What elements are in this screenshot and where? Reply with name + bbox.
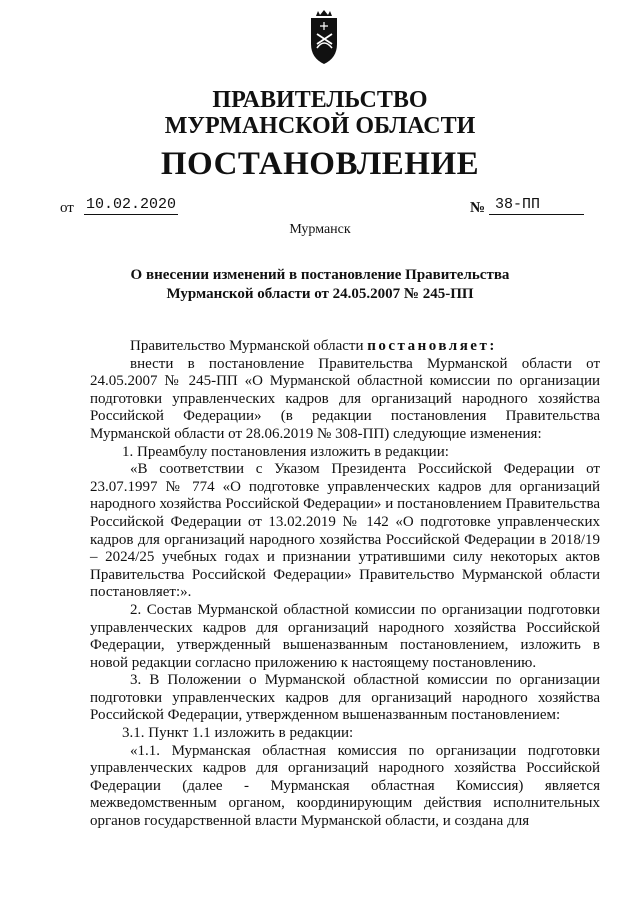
paragraph-main: внести в постановление Правительства Мурманской области от 24.05.2007 № 245-ПП «О Мурманской областной комиссии по организации подготовки управленческих кадров для организаций народного хозяйства Российской Федерации» (в редакции постановления Правительства Мурманской области от 28.06.2019 № 308-ПП) следующие изменения: <box>90 355 600 442</box>
intro-text: Правительство Мурманской области <box>130 338 368 354</box>
paragraph-2: 2. Состав Мурманской областной комиссии по организации подготовки управленческих кадров для организаций народного хозяйства Российской Федерации, утвержденный вышеназванным постановлением, изложить в новой редакции согласно приложению к настоящему постановлению. <box>90 601 600 671</box>
government-name-line2: МУРМАНСКОЙ ОБЛАСТИ <box>164 113 476 139</box>
date-label: от <box>60 200 74 216</box>
intro-paragraph <box>90 338 600 356</box>
document-number: 38-ПП <box>489 196 584 215</box>
paragraph-3-1: 3.1. Пункт 1.1 изложить в редакции: <box>122 725 354 742</box>
city-name: Мурманск <box>289 222 351 237</box>
paragraph-1: 1. Преамбулу постановления изложить в редакции: <box>122 443 449 460</box>
coat-of-arms-emblem <box>302 10 346 66</box>
document-body <box>90 338 600 831</box>
paragraph-3: 3. В Положении о Мурманской областной комиссии по организации подготовки управленческих кадров для организаций народного хозяйства Российской Федерации, утвержденном вышеназванным постановлением: <box>90 672 600 724</box>
paragraph-3-1-quote: «1.1. Мурманская областная комиссия по организации подготовки управленческих кадров для организаций народного хозяйства Российской Федерации (далее - Мурманская областная Комиссия) является межведомственным органом, координирующим действия исполнительных органов государственной власти Мурманской области, и создана для <box>90 742 600 830</box>
paragraph-1-quote: «В соответствии с Указом Президента Российской Федерации от 23.07.1997 № 774 «О подготовке управленческих кадров для организаций народного хозяйства Российской Федерации» и постановлением Правительства Российской Федерации от 13.02.2019 № 142 «О подготовке управленческих кадров для организаций народного хозяйства Российской Федерации в 2018/19 – 2024/25 учебных годах и признании утратившими силу некоторых актов Правительства Российской Федерации» Правительство Мурманской области постановляет:». <box>90 461 600 601</box>
intro-decree-word: постановляет: <box>367 338 497 354</box>
government-name-line1: ПРАВИТЕЛЬСТВО <box>212 87 428 113</box>
document-type-title: ПОСТАНОВЛЕНИЕ <box>160 146 480 182</box>
number-label: № <box>470 200 486 216</box>
subject-line1: О внесении изменений в постановление Правительства <box>130 267 510 283</box>
subject-line2: Мурманской области от 24.05.2007 № 245-ПП <box>166 286 474 302</box>
document-date: 10.02.2020 <box>85 196 176 213</box>
